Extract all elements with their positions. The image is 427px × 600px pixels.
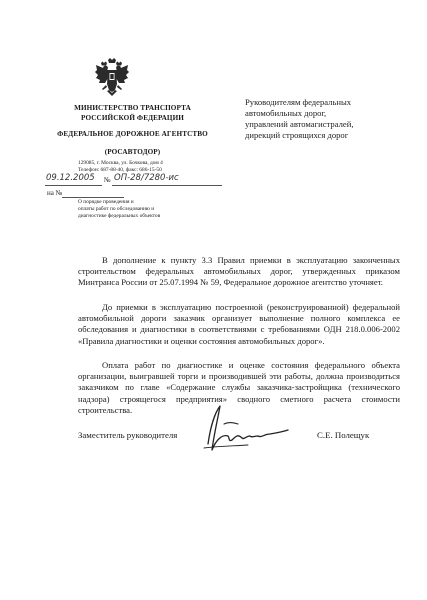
- address-line2: Телефон: 687-88-40, факс: 686-15-50: [78, 167, 162, 173]
- recipient-block: [245, 97, 395, 141]
- number-underline: [112, 184, 222, 186]
- reply-to-label: на №: [47, 189, 63, 197]
- date-underline: [45, 184, 102, 186]
- recipient-line3: управлений автомагистралей,: [245, 119, 354, 129]
- subject-line2: оплаты работ по обследованию и: [78, 206, 155, 212]
- signatory-name: С.Е. Полещук: [317, 430, 370, 440]
- agency-name-line1: ФЕДЕРАЛЬНОЕ ДОРОЖНОЕ АГЕНТСТВО: [57, 130, 208, 138]
- body-paragraph-1: В дополнение к пункту 3.3 Правил приемки в эксплуатацию законченных строительством федеральных автомобильных дорог, утвержденных приказом Минтранса России от 25.07.1994 № 59, Федеральное дорожное агентство уточняет.: [78, 255, 400, 288]
- signatory-position: Заместитель руководителя: [78, 430, 178, 440]
- body-paragraph-3: Оплата работ по диагностике и оценке состояния федерального объекта организации, выигравшей торги и производившей эти работы, должна производиться заказчиком по главе «Содержание службы заказчика-застройщика (технического надзора) строящегося предприятия» сводного сметного расчета стоимости строительства.: [78, 360, 400, 415]
- recipient-line2: автомобильных дорог,: [245, 108, 327, 118]
- ministry-name-line1: МИНИСТЕРСТВО ТРАНСПОРТА: [74, 104, 191, 112]
- body-paragraph-2: До приемки в эксплуатацию построенной (реконструированной) федеральной автомобильной дороги заказчик организует выполнение полного комплекса ее обследования и диагностики в соответствиями с требованиями ОДН 218.0.006-2002 «Правила диагностики и оценки состояния автомобильных дорог».: [78, 302, 400, 346]
- handwritten-signature: [198, 400, 290, 456]
- ministry-name-line2: РОССИЙСКОЙ ФЕДЕРАЦИИ: [81, 114, 184, 122]
- subject-line3: диагностике федеральных объектов: [78, 213, 161, 219]
- reply-to-underline: [62, 196, 124, 198]
- recipient-line1: Руководителям федеральных: [245, 97, 352, 107]
- russian-coat-of-arms-icon: [95, 58, 129, 98]
- subject-line1: О порядке проведения и: [78, 199, 134, 205]
- handwritten-number: ОП-28/7280-ис: [114, 173, 179, 183]
- agency-name-line2: (РОСАВТОДОР): [104, 148, 161, 156]
- handwritten-date: 09.12.2005: [46, 173, 95, 183]
- address-line1: 129085, г. Москва, ул. Бочкова, дом 4: [78, 160, 163, 166]
- recipient-line4: дирекций строящихся дорог: [245, 130, 349, 140]
- number-label: №: [104, 176, 111, 184]
